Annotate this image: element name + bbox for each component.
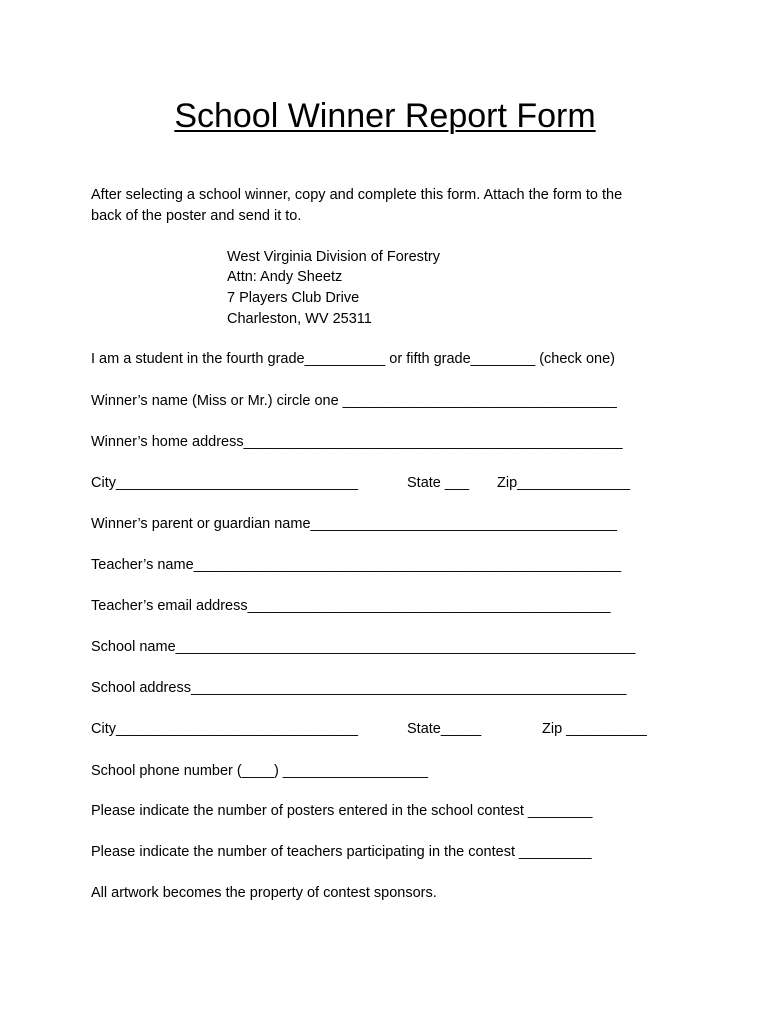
posters-count-field[interactable]: Please indicate the number of posters entered in the school contest ________ [91,803,593,819]
zip-field-1[interactable]: Zip______________ [497,475,631,491]
guardian-name-field[interactable]: Winner’s parent or guardian name______________________________________ [91,516,617,532]
intro-line-1: After selecting a school winner, copy and complete this form. Attach the form to the [91,187,623,203]
school-phone-field[interactable]: School phone number (____) __________________ [91,763,429,779]
home-address-field[interactable]: Winner’s home address_______________________________________________ [91,434,623,450]
address-line-4: Charleston, WV 25311 [227,311,372,327]
winner-name-field[interactable]: Winner’s name (Miss or Mr.) circle one __________________________________ [91,393,617,409]
address-line-2: Attn: Andy Sheetz [227,269,343,285]
teacher-name-field[interactable]: Teacher’s name_____________________________________________________ [91,557,622,573]
state-field-2[interactable]: State_____ [407,721,482,737]
footer-note: All artwork becomes the property of contest sponsors. [91,885,437,901]
state-field-1[interactable]: State ___ [407,475,470,491]
zip-field-2[interactable]: Zip __________ [542,721,647,737]
city-field-1[interactable]: City______________________________ [91,475,358,491]
grade-field[interactable]: I am a student in the fourth grade__________ or fifth grade________ (check one) [91,351,615,367]
school-name-field[interactable]: School name_________________________________________________________ [91,639,636,655]
address-line-1: West Virginia Division of Forestry [227,249,441,265]
city-field-2[interactable]: City______________________________ [91,721,358,737]
page-title: School Winner Report Form [174,97,596,135]
teachers-count-field[interactable]: Please indicate the number of teachers participating in the contest _________ [91,844,592,860]
school-address-field[interactable]: School address______________________________________________________ [91,680,627,696]
address-line-3: 7 Players Club Drive [227,290,360,306]
intro-line-2: back of the poster and send it to. [91,208,302,224]
teacher-email-field[interactable]: Teacher’s email address_____________________________________________ [91,598,611,614]
